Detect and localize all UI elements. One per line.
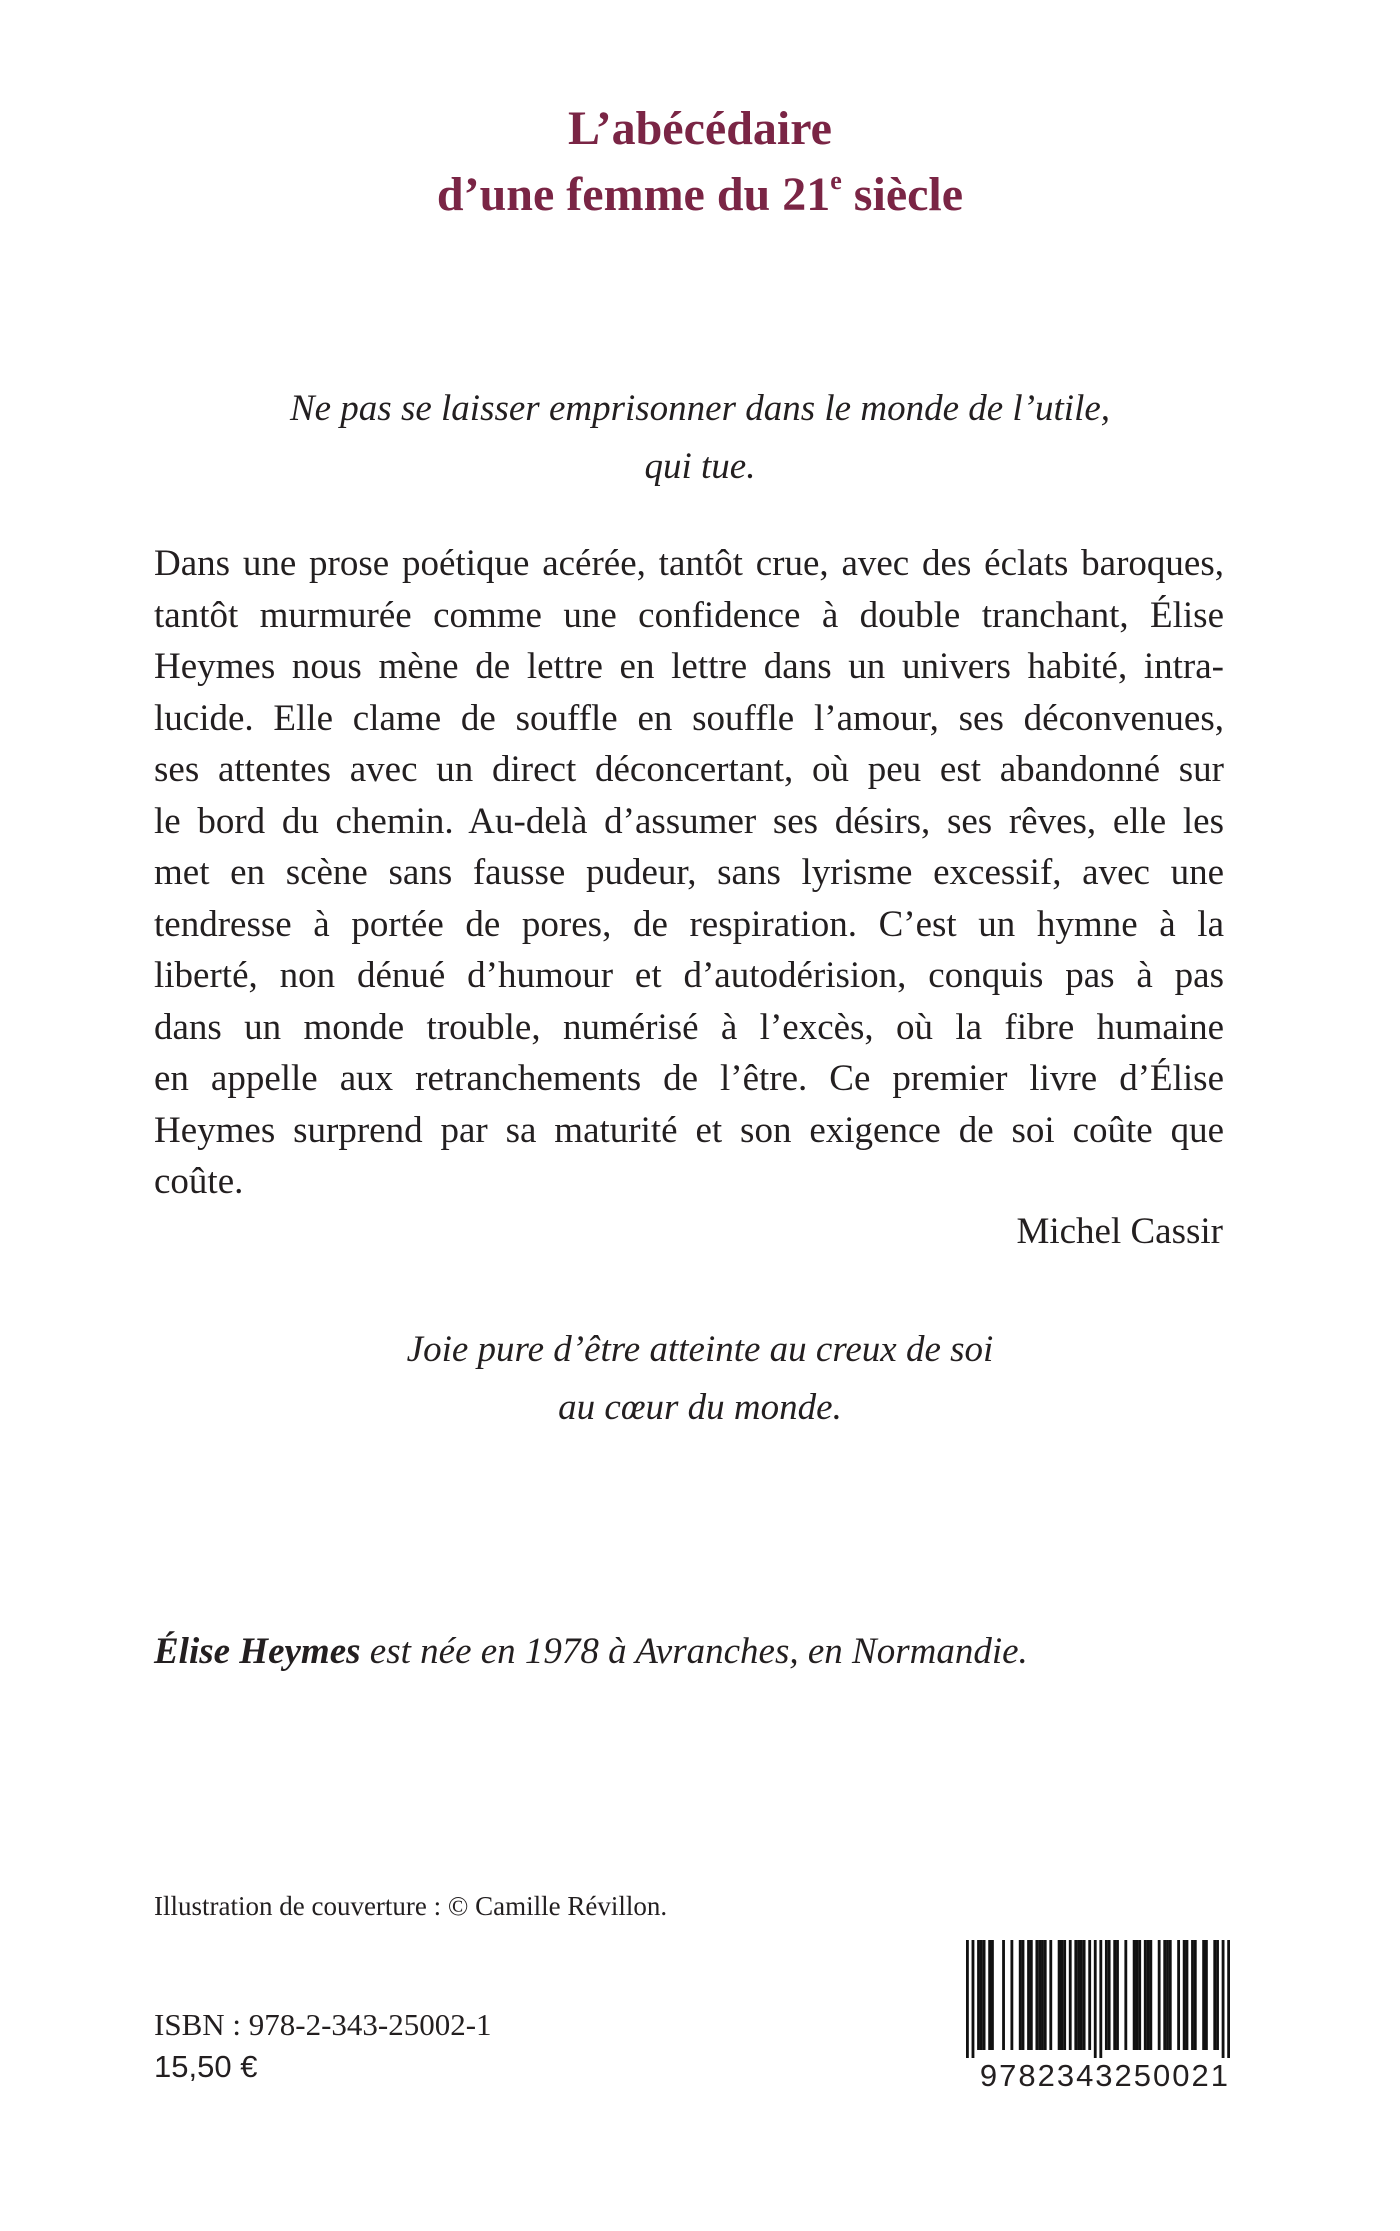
- barcode-bar: [1035, 1940, 1038, 2050]
- barcode-bar: [991, 1940, 994, 2050]
- barcode-bar: [1113, 1940, 1116, 2050]
- blurb-line: ses attentes avec un direct déconcertant, où peu est abandonné sur: [154, 749, 1224, 790]
- author-bio-text: est née en 1978 à Avranches, en Normandie.: [360, 1631, 1028, 1672]
- epigraph-top: [0, 380, 1400, 496]
- barcode-bar: [1147, 1940, 1150, 2050]
- barcode: [940, 1940, 1230, 2100]
- book-title: [0, 96, 1400, 228]
- barcode-bar: [1191, 1940, 1194, 2050]
- barcode-bar: [1158, 1940, 1161, 2050]
- barcode-bar: [1088, 1940, 1091, 2050]
- barcode-bar: [1108, 1940, 1111, 2050]
- barcode-bar: [1044, 1940, 1047, 2050]
- title-line-2: [0, 162, 1400, 228]
- barcode-bar: [1105, 1940, 1108, 2050]
- barcode-bar: [1041, 1940, 1044, 2050]
- blurb-line: dans un monde trouble, numérisé à l’excès, où la fibre humaine: [154, 1006, 1224, 1048]
- blurb-paragraph: [154, 538, 1224, 1208]
- barcode-bar: [1060, 1940, 1063, 2050]
- price: 15,50 €: [154, 2049, 258, 2084]
- blurb-line: lucide. Elle clame de souffle en souffle l’amour, ses déconvenues,: [154, 697, 1224, 739]
- barcode-bar: [1169, 1940, 1172, 2050]
- barcode-bars: [966, 1940, 1230, 2058]
- barcode-bar: [988, 1940, 991, 2050]
- barcode-bar: [980, 1940, 983, 2050]
- blurb-line: Heymes nous mène de lettre en lettre dans un univers habité, intra-: [154, 646, 1224, 687]
- barcode-bar: [1083, 1940, 1086, 2050]
- barcode-bar: [1177, 1940, 1180, 2050]
- barcode-bar: [1124, 1940, 1127, 2050]
- author-bio: [154, 1627, 1028, 1677]
- blurb-line: met en scène sans fausse pudeur, sans lyrisme excessif, avec une: [154, 852, 1224, 893]
- barcode-bar: [1222, 1940, 1225, 2058]
- barcode-bar: [1063, 1940, 1066, 2050]
- blurb-line: coûte.: [154, 1161, 244, 1202]
- cover-credit: Illustration de couverture : © Camille Révillon.: [154, 1891, 668, 1921]
- barcode-bar: [1136, 1940, 1139, 2050]
- barcode-bar: [1183, 1940, 1186, 2050]
- barcode-bar: [972, 1940, 975, 2058]
- barcode-bar: [1069, 1940, 1072, 2050]
- barcode-bar: [1080, 1940, 1083, 2050]
- blurb-line: le bord du chemin. Au-delà d’assumer ses désirs, ses rêves, elle les: [154, 800, 1224, 842]
- title-line-2-prefix: d’une femme du 21: [436, 168, 831, 221]
- barcode-bar: [1094, 1940, 1097, 2058]
- blurb-line: liberté, non dénué d’humour et d’autodérision, conquis pas à pas: [154, 955, 1224, 996]
- barcode-bar: [1049, 1940, 1052, 2050]
- barcode-bar: [1038, 1940, 1041, 2050]
- blurb-line: tantôt murmurée comme une confidence à double tranchant, Élise: [154, 594, 1224, 636]
- barcode-bar: [1216, 1940, 1219, 2050]
- barcode-digits: 9782343250021: [979, 2058, 1230, 2093]
- barcode-bar: [977, 1940, 980, 2050]
- blurb-line: tendresse à portée de pores, de respiration. C’est un hymne à la: [154, 903, 1224, 945]
- title-line-1: L’abécédaire: [568, 102, 832, 155]
- epigraph-top-line-2: qui tue.: [644, 446, 756, 487]
- barcode-bar: [1227, 1940, 1230, 2058]
- signature: Michel Cassir: [1016, 1211, 1223, 1252]
- barcode-bar: [1019, 1940, 1022, 2050]
- blurb-line: Heymes surprend par sa maturité et son exigence de soi coûte que: [154, 1109, 1224, 1151]
- barcode-bar: [1194, 1940, 1197, 2050]
- barcode-bar: [1138, 1940, 1141, 2050]
- barcode-bar: [1010, 1940, 1013, 2050]
- epigraph-bottom-line-1: Joie pure d’être atteinte au creux de soi: [406, 1329, 994, 1370]
- barcode-bar: [1099, 1940, 1102, 2058]
- barcode-bar: [1144, 1940, 1147, 2050]
- barcode-bar: [1030, 1940, 1033, 2050]
- barcode-bar: [1058, 1940, 1061, 2050]
- barcode-bar: [1205, 1940, 1208, 2050]
- barcode-bar: [1166, 1940, 1169, 2050]
- barcode-bar: [983, 1940, 986, 2050]
- barcode-bar: [1163, 1940, 1166, 2050]
- barcode-bar: [1133, 1940, 1136, 2050]
- barcode-bar: [1202, 1940, 1205, 2050]
- epigraph-top-line-1: Ne pas se laisser emprisonner dans le monde de l’utile,: [289, 388, 1111, 429]
- barcode-bar: [1186, 1940, 1189, 2050]
- barcode-bar: [1074, 1940, 1077, 2050]
- title-line-2-suffix: siècle: [841, 168, 964, 221]
- blurb-line: Dans une prose poétique acérée, tantôt crue, avec des éclats baroques,: [154, 543, 1224, 584]
- barcode-bar: [966, 1940, 969, 2058]
- barcode-bar: [1027, 1940, 1030, 2050]
- epigraph-bottom-line-2: au cœur du monde.: [558, 1387, 842, 1428]
- barcode-bar: [1077, 1940, 1080, 2050]
- barcode-bar: [1213, 1940, 1216, 2050]
- author-name: Élise Heymes: [154, 1631, 361, 1672]
- barcode-bar: [1022, 1940, 1025, 2050]
- epigraph-bottom: [0, 1321, 1400, 1437]
- barcode-bar: [1002, 1940, 1005, 2050]
- barcode-bar: [1116, 1940, 1119, 2050]
- title-superscript: e: [830, 166, 842, 195]
- blurb-line: en appelle aux retranchements de l’être. Ce premier livre d’Élise: [154, 1058, 1224, 1099]
- isbn: ISBN : 978-2-343-25002-1: [154, 2007, 492, 2042]
- barcode-bar: [1149, 1940, 1152, 2050]
